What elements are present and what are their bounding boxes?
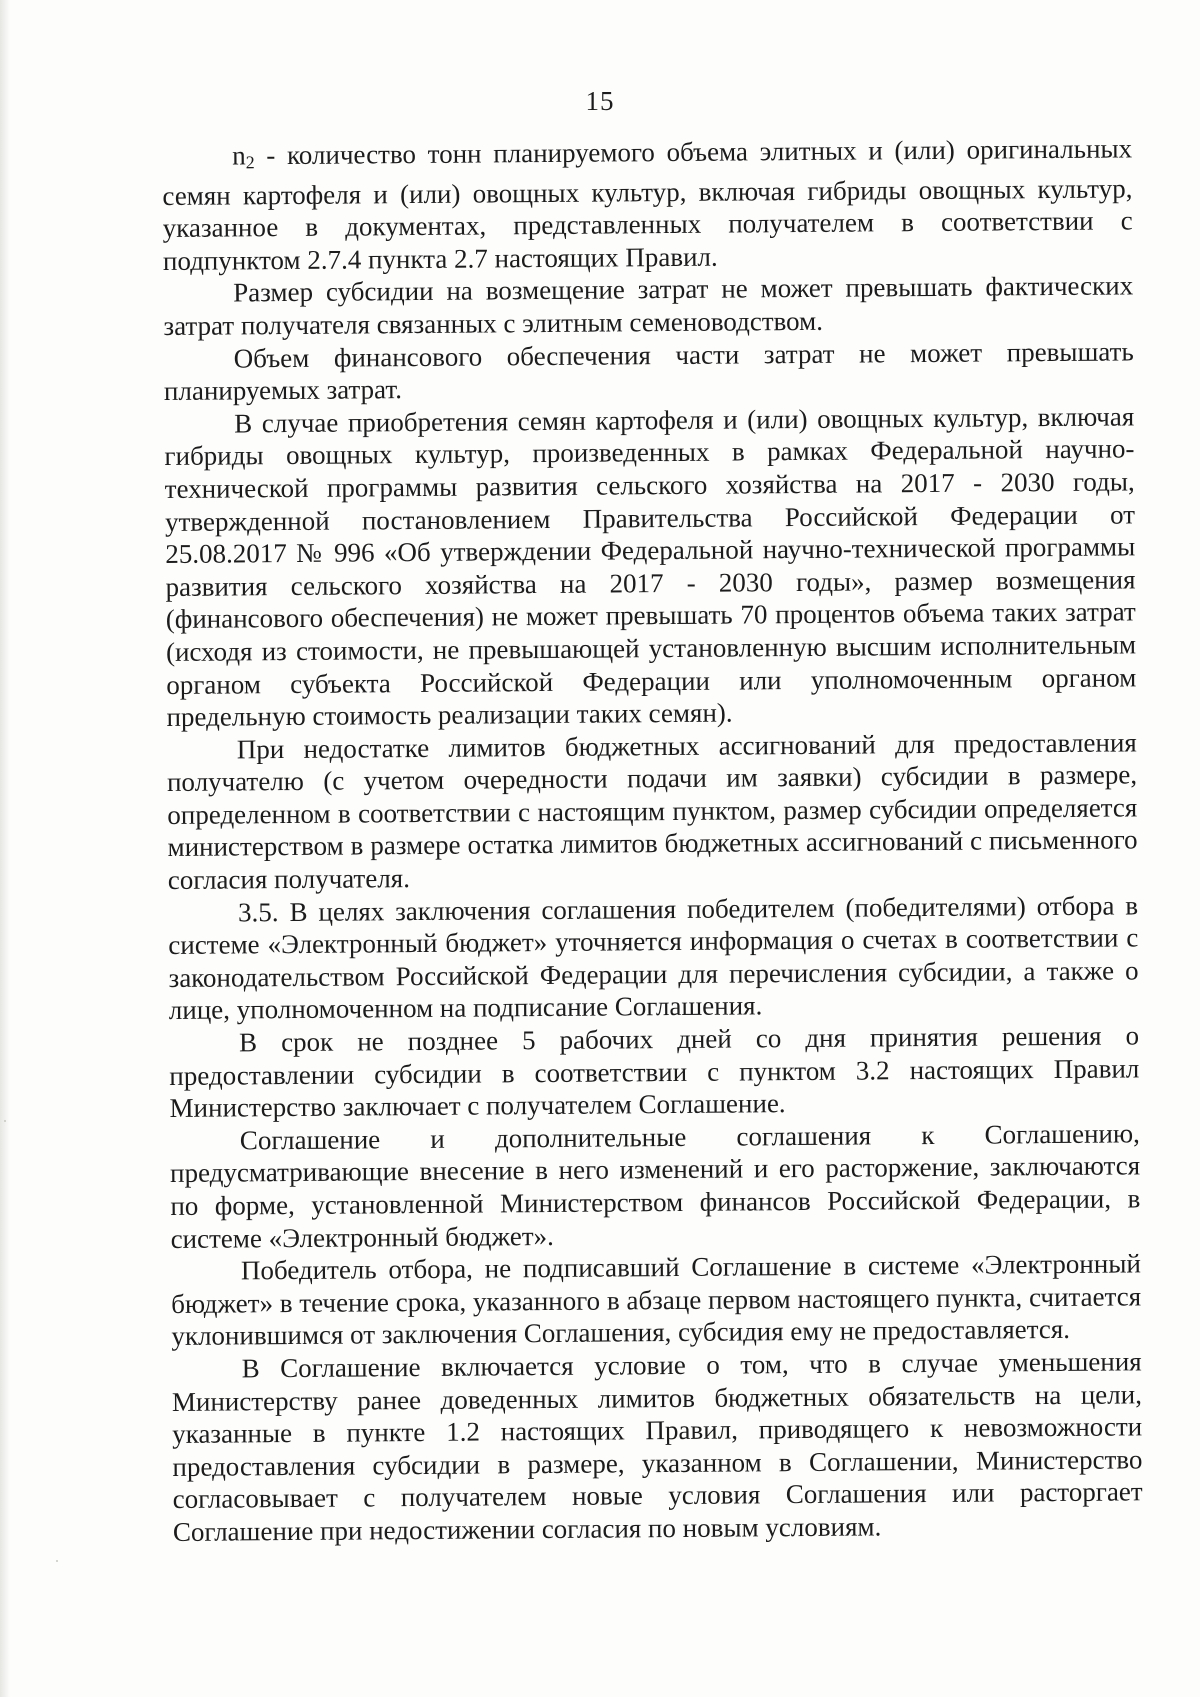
scan-speck [4, 1120, 6, 1122]
paragraph-limits-reduction: В Соглашение включается условие о том, что в случае уменьшения Министерству ранее доведенных лимитов бюджетных обязательств на цели, указанные в пункте 1.2 настоящих Правил, приводящего к невозможности предоставления субсидии в размере, указанном в Соглашении, Министерство согласовывает с получателем новые условия Соглашения или расторгает Соглашение при недостижении согласия по новым условиям. [171, 1346, 1143, 1547]
variable-symbol: n [232, 140, 246, 171]
paragraph-n2-definition [162, 132, 1133, 277]
variable-subscript: 2 [245, 152, 255, 173]
scan-speck [56, 1560, 58, 1562]
paragraph-seed-purchase: В случае приобретения семян картофеля и (или) овощных культур, включая гибриды овощных культур, произведенных в рамках Федеральной научно-технической программы развития сельского хозяйства на 2017 - 2030 годы, утвержденной постановлением Правительства Российской Федерации от 25.08.2017 № 996 «Об утверждении Федеральной научно-технической программы развития сельского хозяйства на 2017 - 2030 годы», размер возмещения (финансового обеспечения) не может превышать 70 процентов объема таких затрат (исходя из стоимости, не превышающей установленную высшим исполнительным органом субъекта Российской Федерации или уполномоченным органом предельную стоимость реализации таких семян). [164, 401, 1137, 733]
document-body [162, 132, 1143, 1548]
paragraph-text: - количество тонн планируемого объема элитных и (или) оригинальных семян картофеля и (или) овощных культур, включая гибриды овощных культур, указанное в документах, представленных получателем в соответствии с подпунктом 2.7.4 пункта 2.7 настоящих Правил. [162, 133, 1133, 276]
paragraph-financing-volume: Объем финансового обеспечения части затрат не может превышать планируемых затрат. [163, 335, 1134, 407]
paragraph-agreement-deadline: В срок не позднее 5 рабочих дней со дня принятия решения о предоставлении субсидии в соответствии с пунктом 3.2 настоящих Правил Министерство заключает с получателем Соглашение. [169, 1020, 1140, 1124]
page-number: 15 [585, 86, 615, 116]
scan-edge-shadow [0, 0, 10, 1697]
paragraph-limits-shortage: При недостатке лимитов бюджетных ассигнований для предоставления получателю (с учетом очередности подачи им заявки) субсидии в размере, определенном в соответствии с настоящим пунктом, размер субсидии определяется министерством в размере остатка лимитов бюджетных ассигнований с письменного согласия получателя. [166, 727, 1138, 896]
paragraph-winner-evasion: Победитель отбора, не подписавший Соглашение в системе «Электронный бюджет» в течение срока, указанного в абзаце первом настоящего пункта, считается уклонившимся от заключения Соглашения, субсидия ему не предоставляется. [171, 1248, 1142, 1352]
paragraph-subsidy-size: Размер субсидии на возмещение затрат не может превышать фактических затрат получателя связанных с элитным семеноводством. [163, 270, 1134, 341]
paragraph-agreement-form: Соглашение и дополнительные соглашения к Соглашению, предусматривающие внесение в него изменений и его расторжение, заключаются по форме, установленной Министерством финансов Российской Федерации, в системе «Электронный бюджет». [169, 1118, 1141, 1254]
paragraph-section-3-5: 3.5. В целях заключения соглашения победителем (победителями) отбора в системе «Электронный бюджет» уточняется информация о счетах в соответствии с законодательством Российской Федерации для перечисления субсидии, а также о лице, уполномоченном на подписание Соглашения. [168, 890, 1139, 1026]
